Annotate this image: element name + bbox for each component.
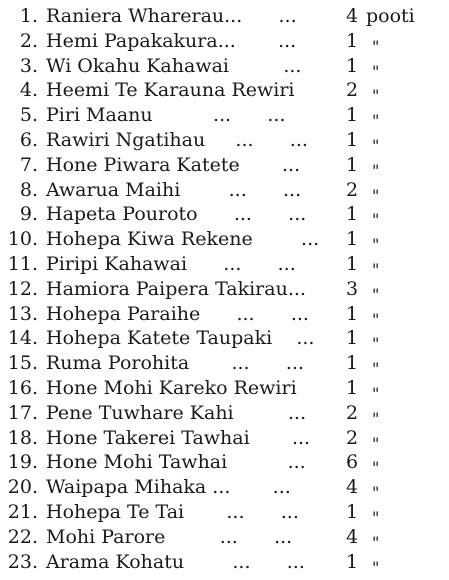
entry-quantity: 1: [345, 129, 359, 151]
entry-quantity: 1: [345, 302, 359, 325]
entry-quantity: 1: [345, 327, 359, 350]
ditto-mark: ": [372, 483, 380, 503]
list-item: [0, 4, 449, 29]
entry-name: Hemi Papakakura... ...: [46, 29, 297, 52]
entry-number: 8.: [19, 178, 38, 201]
entry-name: Hohepa Paraihe ... ...: [46, 302, 309, 325]
entry-number: 12.: [7, 277, 38, 300]
entry-name: Ruma Porohita ... ...: [46, 352, 304, 375]
entry-quantity: 2: [345, 401, 359, 424]
entry-number: 21.: [7, 501, 38, 523]
entry-quantity: 1: [345, 377, 359, 399]
ditto-mark: ": [372, 86, 380, 106]
entry-number: 15.: [7, 352, 38, 375]
entry-name: Hone Mohi Kareko Rewiri: [46, 377, 297, 399]
entry-name: Piripi Kahawai ... ...: [46, 253, 296, 275]
ditto-mark: ": [372, 334, 380, 354]
entry-quantity: 4: [345, 525, 359, 548]
list-item: [0, 500, 449, 525]
entry-quantity: 1: [345, 352, 359, 375]
list-item: [0, 128, 449, 153]
list-item: [0, 103, 449, 131]
list-item: [0, 302, 449, 327]
entry-name: Waipapa Mihaka ... ...: [46, 476, 291, 499]
entry-number: 14.: [7, 327, 38, 350]
entry-quantity: 1: [345, 29, 359, 52]
ditto-mark: ": [372, 284, 380, 304]
ditto-mark: ": [372, 260, 380, 279]
entry-quantity: 1: [345, 153, 359, 176]
entry-quantity: 1: [345, 253, 359, 275]
list-item: [0, 29, 449, 54]
list-item: [0, 450, 449, 478]
entry-number: 23.: [7, 550, 38, 573]
entry-unit: pooti: [366, 5, 415, 27]
list-item: [0, 376, 449, 401]
entry-name: Raniera Wharerau... ...: [46, 5, 297, 27]
entry-number: 3.: [19, 54, 38, 77]
entry-number: 22.: [7, 525, 38, 548]
ditto-mark: ": [372, 210, 380, 230]
entry-quantity: 2: [345, 79, 359, 102]
ditto-mark: ": [372, 557, 380, 577]
ditto-mark: ": [372, 309, 380, 329]
entry-number: 6.: [19, 129, 38, 151]
list-item: [0, 525, 449, 550]
entry-name: Hone Mohi Tawhai ...: [46, 451, 306, 474]
entry-number: 2.: [19, 29, 38, 52]
entry-number: 11.: [7, 253, 38, 275]
entry-name: Mohi Parore ... ...: [46, 525, 293, 548]
list-item: [0, 277, 449, 302]
entry-quantity: 2: [345, 426, 359, 449]
list-item: [0, 202, 449, 230]
ditto-mark: ": [372, 61, 380, 81]
entry-quantity: 1: [345, 104, 359, 127]
ditto-mark: ": [372, 36, 380, 56]
entry-name: Hohepa Te Tai ... ...: [46, 501, 299, 523]
list-item: [0, 426, 449, 451]
entry-name: Heemi Te Karauna Rewiri: [46, 79, 295, 102]
entry-number: 16.: [7, 377, 38, 399]
entry-quantity: 4: [345, 5, 359, 27]
entry-name: Hapeta Pouroto ... ...: [46, 203, 307, 226]
list-item: [0, 326, 449, 354]
list-item: [0, 153, 449, 178]
ditto-mark: ": [372, 185, 380, 205]
list-item: [0, 252, 449, 277]
ditto-mark: ": [372, 111, 380, 131]
entry-name: Hamiora Paipera Takirau...: [46, 277, 306, 300]
entry-number: 5.: [19, 104, 38, 127]
list-item: [0, 475, 449, 503]
entry-name: Hohepa Katete Taupaki ...: [46, 327, 315, 350]
entry-name: Arama Kohatu ... ...: [46, 550, 305, 573]
entry-number: 13.: [7, 302, 38, 325]
entry-number: 9.: [19, 203, 38, 226]
entry-name: Awarua Maihi ... ...: [46, 178, 302, 201]
entry-number: 4.: [19, 79, 38, 102]
entry-name: Hone Takerei Tawhai ...: [46, 426, 311, 449]
entry-number: 1.: [19, 5, 38, 27]
entry-quantity: 4: [345, 476, 359, 499]
ditto-mark: ": [372, 433, 380, 453]
list-item: [0, 54, 449, 79]
entry-quantity: 1: [345, 54, 359, 77]
entry-number: 17.: [7, 401, 38, 424]
entry-quantity: 1: [345, 228, 359, 251]
list-item: [0, 227, 449, 255]
entry-number: 20.: [7, 476, 38, 499]
entry-name: Pene Tuwhare Kahi ...: [46, 401, 307, 424]
entry-quantity: 3: [345, 277, 359, 300]
ditto-mark: ": [372, 235, 380, 255]
entry-quantity: 1: [345, 203, 359, 226]
list-item: [0, 550, 449, 575]
list-item: [0, 178, 449, 203]
ditto-mark: ": [372, 136, 380, 155]
entry-name: Hohepa Kiwa Rekene ...: [46, 228, 320, 251]
entry-number: 10.: [7, 228, 38, 251]
entry-name: Hone Piwara Katete ...: [46, 153, 301, 176]
entry-number: 18.: [7, 426, 38, 449]
entry-number: 19.: [7, 451, 38, 474]
entry-name: Rawiri Ngatihau ... ...: [46, 129, 308, 151]
ditto-mark: ": [372, 359, 380, 379]
list-item: [0, 351, 449, 379]
ditto-mark: ": [372, 408, 380, 428]
entry-quantity: 2: [345, 178, 359, 201]
ditto-mark: ": [372, 508, 380, 527]
entry-quantity: 1: [345, 550, 359, 573]
ditto-mark: ": [372, 458, 380, 478]
ditto-mark: ": [372, 384, 380, 403]
entry-quantity: 1: [345, 501, 359, 523]
entry-name: Wi Okahu Kahawai ...: [46, 54, 302, 77]
ditto-mark: ": [372, 160, 380, 180]
list-item: [0, 78, 449, 106]
entry-number: 7.: [19, 153, 38, 176]
ditto-mark: ": [372, 532, 380, 552]
list-item: [0, 401, 449, 426]
entry-quantity: 6: [345, 451, 359, 474]
entry-name: Piri Maanu ... ...: [46, 104, 286, 127]
